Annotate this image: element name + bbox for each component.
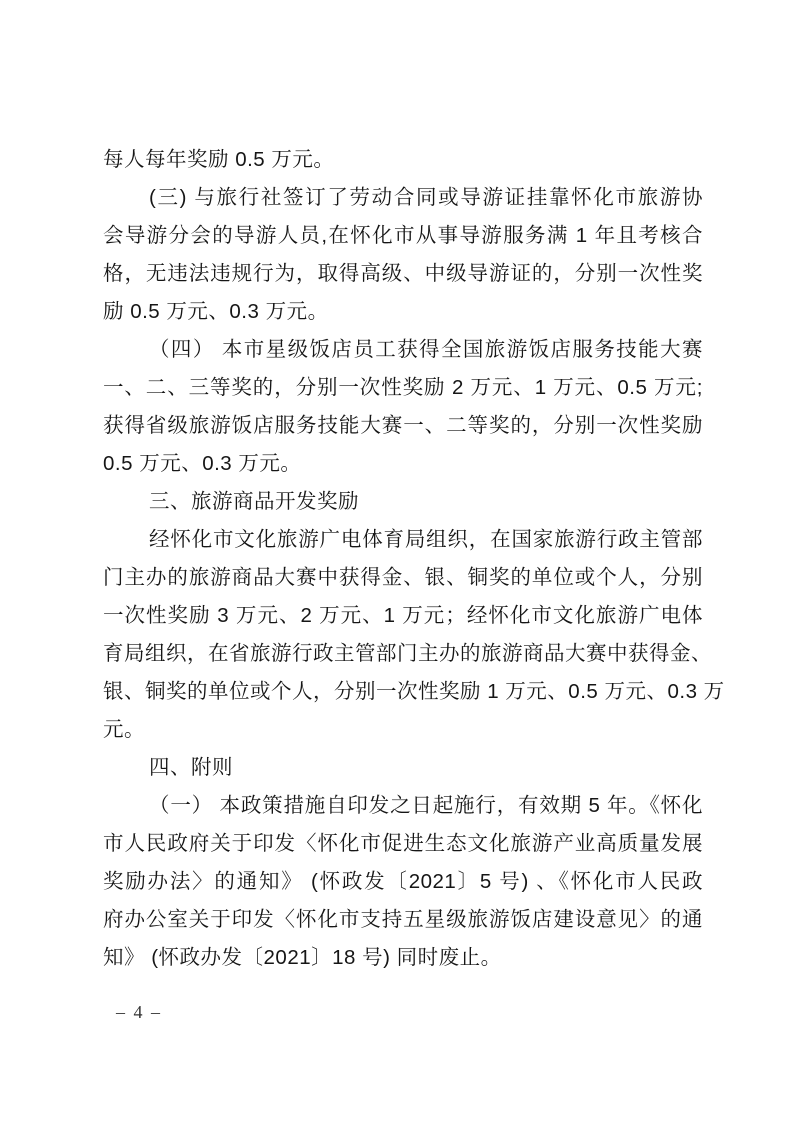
- text-line: 会导游分会的导游人员,在怀化市从事导游服务满 1 年且考核合: [103, 224, 703, 247]
- paragraph: [103, 749, 703, 787]
- text-line: 元。: [103, 718, 145, 741]
- text-line: 市人民政府关于印发〈怀化市促进生态文化旅游产业高质量发展: [103, 832, 703, 855]
- paragraph: [103, 179, 703, 331]
- text-line: （四） 本市星级饭店员工获得全国旅游饭店服务技能大赛: [149, 338, 703, 361]
- paragraph: [103, 787, 703, 977]
- text-line: 一、二、三等奖的，分别一次性奖励 2 万元、1 万元、0.5 万元;: [103, 376, 703, 399]
- paragraph: [103, 521, 725, 749]
- text-line: 获得省级旅游饭店服务技能大赛一、二等奖的，分别一次性奖励: [103, 414, 703, 437]
- text-line: 一次性奖励 3 万元、2 万元、1 万元；经怀化市文化旅游广电体: [103, 604, 703, 627]
- paragraph: [103, 483, 703, 521]
- paragraph: [103, 331, 703, 483]
- text-line: 门主办的旅游商品大赛中获得金、银、铜奖的单位或个人，分别: [103, 566, 703, 589]
- text-line: 每人每年奖励 0.5 万元。: [103, 148, 335, 171]
- page-number: – 4 –: [116, 1002, 162, 1022]
- text-line: 育局组织，在省旅游行政主管部门主办的旅游商品大赛中获得金、: [103, 642, 712, 665]
- text-line: 府办公室关于印发〈怀化市支持五星级旅游饭店建设意见〉的通: [103, 908, 703, 931]
- text-line: （一） 本政策措施自印发之日起施行，有效期 5 年。《怀化: [149, 794, 703, 817]
- text-line: 格，无违法违规行为，取得高级、中级导游证的，分别一次性奖: [103, 262, 703, 285]
- text-line: 励 0.5 万元、0.3 万元。: [103, 300, 329, 323]
- text-line: 0.5 万元、0.3 万元。: [103, 452, 302, 475]
- paragraph: [103, 141, 703, 179]
- text-line: 银、铜奖的单位或个人，分别一次性奖励 1 万元、0.5 万元、0.3 万: [103, 680, 725, 703]
- text-line: 四、附则: [149, 756, 233, 779]
- text-line: 奖励办法〉的通知》 (怀政发〔2021〕5 号) 、《怀化市人民政: [103, 870, 703, 893]
- document-body: [103, 141, 725, 977]
- text-line: 经怀化市文化旅游广电体育局组织，在国家旅游行政主管部: [149, 528, 703, 551]
- text-line: 知》 (怀政办发〔2021〕18 号) 同时废止。: [103, 946, 502, 969]
- text-line: (三) 与旅行社签订了劳动合同或导游证挂靠怀化市旅游协: [149, 186, 703, 209]
- text-line: 三、旅游商品开发奖励: [149, 490, 359, 513]
